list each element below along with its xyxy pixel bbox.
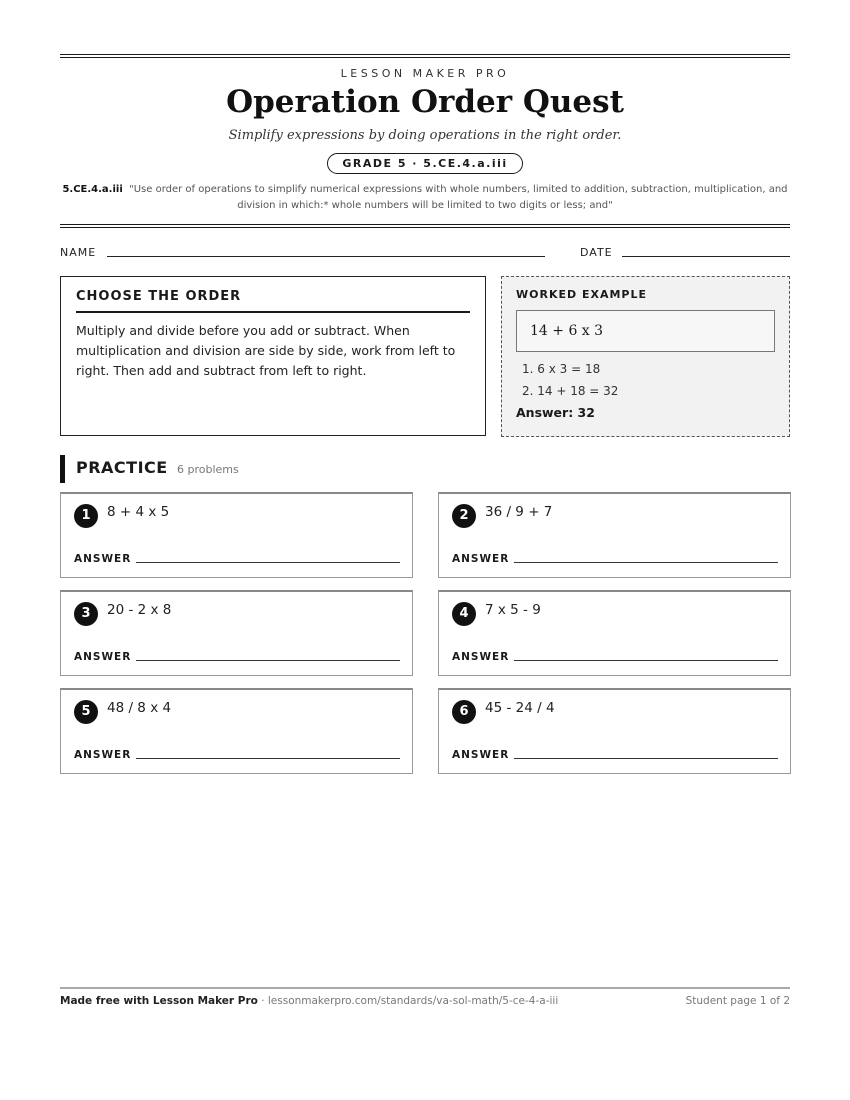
answer-field[interactable] [136,562,400,563]
grade-badge: GRADE 5 · 5.CE.4.a.iii [327,153,522,174]
answer-field[interactable] [514,758,778,759]
problem-number-badge: 2 [452,504,476,528]
problem-expression: 45 - 24 / 4 [485,700,555,716]
worked-example-step: 2. 14 + 18 = 32 [522,384,619,398]
problem-number-badge: 1 [74,504,98,528]
answer-label: ANSWER [74,553,132,565]
brand-label: LESSON MAKER PRO [340,67,510,80]
worked-example-step: 1. 6 x 3 = 18 [522,362,601,376]
choose-order-box [60,276,486,436]
standard-description [60,182,790,214]
practice-accent-bar [60,455,65,483]
answer-label: ANSWER [452,651,510,663]
choose-order-text: Multiply and divide before you add or subtract. When multiplication and division are side by side, work from left to right. Then add and subtract from left to right. [76,323,456,378]
answer-field[interactable] [136,758,400,759]
name-field[interactable] [107,256,545,257]
page-title: Operation Order Quest [226,84,624,120]
problem-number-badge: 5 [74,700,98,724]
footer-page-number: Student page 1 of 2 [685,995,790,1007]
problem-expression: 20 - 2 x 8 [107,602,172,618]
worked-example-heading: WORKED EXAMPLE [516,288,647,301]
worked-example-expression: 14 + 6 x 3 [516,310,775,352]
answer-label: ANSWER [452,749,510,761]
answer-label: ANSWER [452,553,510,565]
answer-label: ANSWER [74,651,132,663]
standard-code: 5.CE.4.a.iii [62,184,123,195]
practice-count: 6 problems [177,463,239,476]
problem-number-badge: 4 [452,602,476,626]
problem-card-1 [60,492,413,578]
footer-url: · lessonmakerpro.com/standards/va-sol-math/5-ce-4-a-iii [257,995,559,1007]
date-label: DATE [580,246,613,259]
problem-expression: 36 / 9 + 7 [485,504,553,520]
page-subtitle: Simplify expressions by doing operations in the right order. [228,128,622,143]
answer-field[interactable] [514,660,778,661]
worksheet-page [60,0,790,1100]
problem-number-badge: 6 [452,700,476,724]
problem-number-badge: 3 [74,602,98,626]
worked-example-answer: Answer: 32 [516,405,595,420]
name-label: NAME [60,246,97,259]
footer-credit [60,995,558,1007]
problem-card-2 [438,492,791,578]
problem-expression: 8 + 4 x 5 [107,504,170,520]
header-bottom-rule [60,224,790,228]
date-field[interactable] [622,256,790,257]
footer-made-with: Made free with Lesson Maker Pro [60,995,258,1007]
problem-expression: 48 / 8 x 4 [107,700,172,716]
footer-rule [60,987,790,989]
grade-badge-wrap [60,152,790,174]
answer-field[interactable] [136,660,400,661]
choose-order-heading: CHOOSE THE ORDER [76,289,470,313]
problem-card-6 [438,688,791,774]
worked-example-steps [516,358,775,402]
header-top-rule [60,54,790,58]
worked-example-box [501,276,790,437]
problem-card-3 [60,590,413,676]
practice-heading: PRACTICE [76,458,168,477]
standard-text: "Use order of operations to simplify numerical expressions with whole numbers, limited to addition, subtraction, multiplication, and division in which:* whole numbers will be limited to two digits or less; and" [129,184,788,211]
problem-card-4 [438,590,791,676]
answer-label: ANSWER [74,749,132,761]
answer-field[interactable] [514,562,778,563]
problem-expression: 7 x 5 - 9 [485,602,541,618]
problem-card-5 [60,688,413,774]
